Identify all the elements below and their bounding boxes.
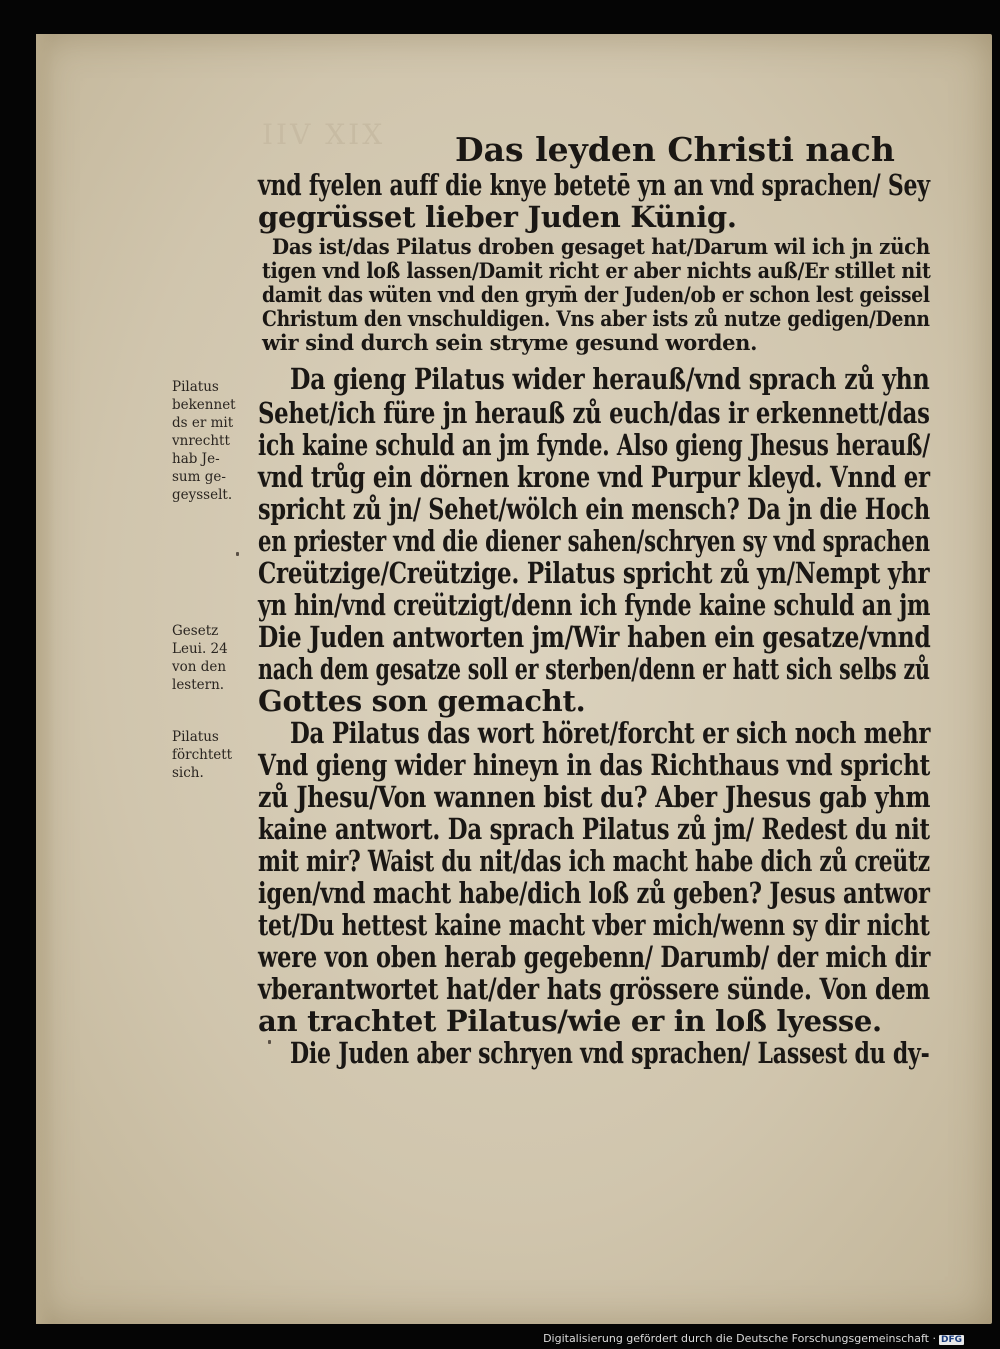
text-line: wir sind durch sein stryme gesund worden. bbox=[262, 330, 758, 355]
text-line: Die Juden antworten jm/Wir haben ein gesatze/vnnd bbox=[258, 620, 931, 654]
text-line: Da gieng Pilatus wider herauß/vnd sprach zů yhn bbox=[290, 362, 930, 396]
margin-note-1: Pilatus bekennet ds er mit vnrechtt hab Je- sum ge- geysselt. bbox=[172, 379, 236, 503]
text-line: Christum den vnschuldigen. Vns aber ists zů nutze gedigen/Denn bbox=[262, 306, 930, 331]
running-header: Das leyden Christi nach bbox=[455, 130, 895, 169]
text-line: Da Pilatus das wort höret/forcht er sich noch mehr bbox=[290, 716, 931, 750]
text-line: ich kaine schuld an jm fynde. Also gieng Jhesus herauß/ bbox=[258, 428, 930, 462]
text-line: kaine antwort. Da sprach Pilatus zů jm/ Redest du nit bbox=[258, 812, 930, 846]
text-line: yn hin/vnd creützigt/denn ich fynde kaine schuld an jm bbox=[258, 588, 931, 622]
dfg-logo: DFG bbox=[940, 1335, 962, 1345]
text-line: mit mir? Waist du nit/das ich macht habe dich zů creütz bbox=[258, 844, 930, 878]
page-binding-edge bbox=[36, 34, 54, 1324]
text-line: tet/Du hettest kaine macht vber mich/wenn sy dir nicht bbox=[258, 908, 930, 942]
footer-credit bbox=[543, 1332, 964, 1345]
text-line: an trachtet Pilatus/wie er in loß lyesse. bbox=[258, 1004, 882, 1038]
text-line: Das ist/das Pilatus droben gesaget hat/Darum wil ich jn züch bbox=[272, 234, 930, 259]
text-line: vnd trůg ein dörnen krone vnd Purpur kleyd. Vnnd er bbox=[258, 460, 930, 494]
text-line: Sehet/ich füre jn herauß zů euch/das ir erkennett/das bbox=[258, 396, 930, 430]
text-line: Die Juden aber schryen vnd sprachen/ Lassest du dy- bbox=[290, 1036, 930, 1070]
text-line: gegrüsset lieber Juden Künig. bbox=[258, 200, 737, 234]
text-line: damit das wüten vnd den grym̄ der Juden/ob er schon lest geissel bbox=[262, 282, 930, 307]
margin-note-3: Pilatus förchtett sich. bbox=[172, 729, 233, 781]
text-line: zů Jhesu/Von wannen bist du? Aber Jhesus gab yhm bbox=[258, 780, 931, 814]
text-line: spricht zů jn/ Sehet/wölch ein mensch? Da jn die Hoch bbox=[258, 492, 930, 526]
ink-speck bbox=[236, 552, 239, 556]
text-line: vberantwortet hat/der hats grössere sünde. Von dem bbox=[258, 972, 930, 1006]
text-line: nach dem gesatze soll er sterben/denn er hatt sich selbs zů bbox=[258, 652, 930, 686]
bleed-through-text: IIV XIX bbox=[262, 118, 386, 151]
text-line: Vnd gieng wider hineyn in das Richthaus vnd spricht bbox=[258, 748, 931, 782]
text-line: Creützige/Creützige. Pilatus spricht zů yn/Nempt yhr bbox=[258, 556, 930, 590]
text-line: were von oben herab gegebenn/ Darumb/ der mich dir bbox=[258, 940, 931, 974]
margin-note-2: Gesetz Leui. 24 von den lestern. bbox=[172, 623, 228, 693]
text-line: en priester vnd die diener sahen/schryen sy vnd sprachen bbox=[258, 524, 930, 558]
ink-speck bbox=[268, 1040, 271, 1044]
text-line: igen/vnd macht habe/dich loß zů geben? Jesus antwor bbox=[258, 876, 930, 910]
text-line: tigen vnd loß lassen/Damit richt er aber nichts auß/Er stillet nit bbox=[262, 258, 931, 283]
footer-text: Digitalisierung gefördert durch die Deutsche Forschungsgemeinschaft · bbox=[543, 1332, 936, 1345]
text-line: Gottes son gemacht. bbox=[258, 684, 586, 718]
text-line: vnd fyelen auff die knye betetē yn an vnd sprachen/ Sey bbox=[258, 168, 930, 202]
